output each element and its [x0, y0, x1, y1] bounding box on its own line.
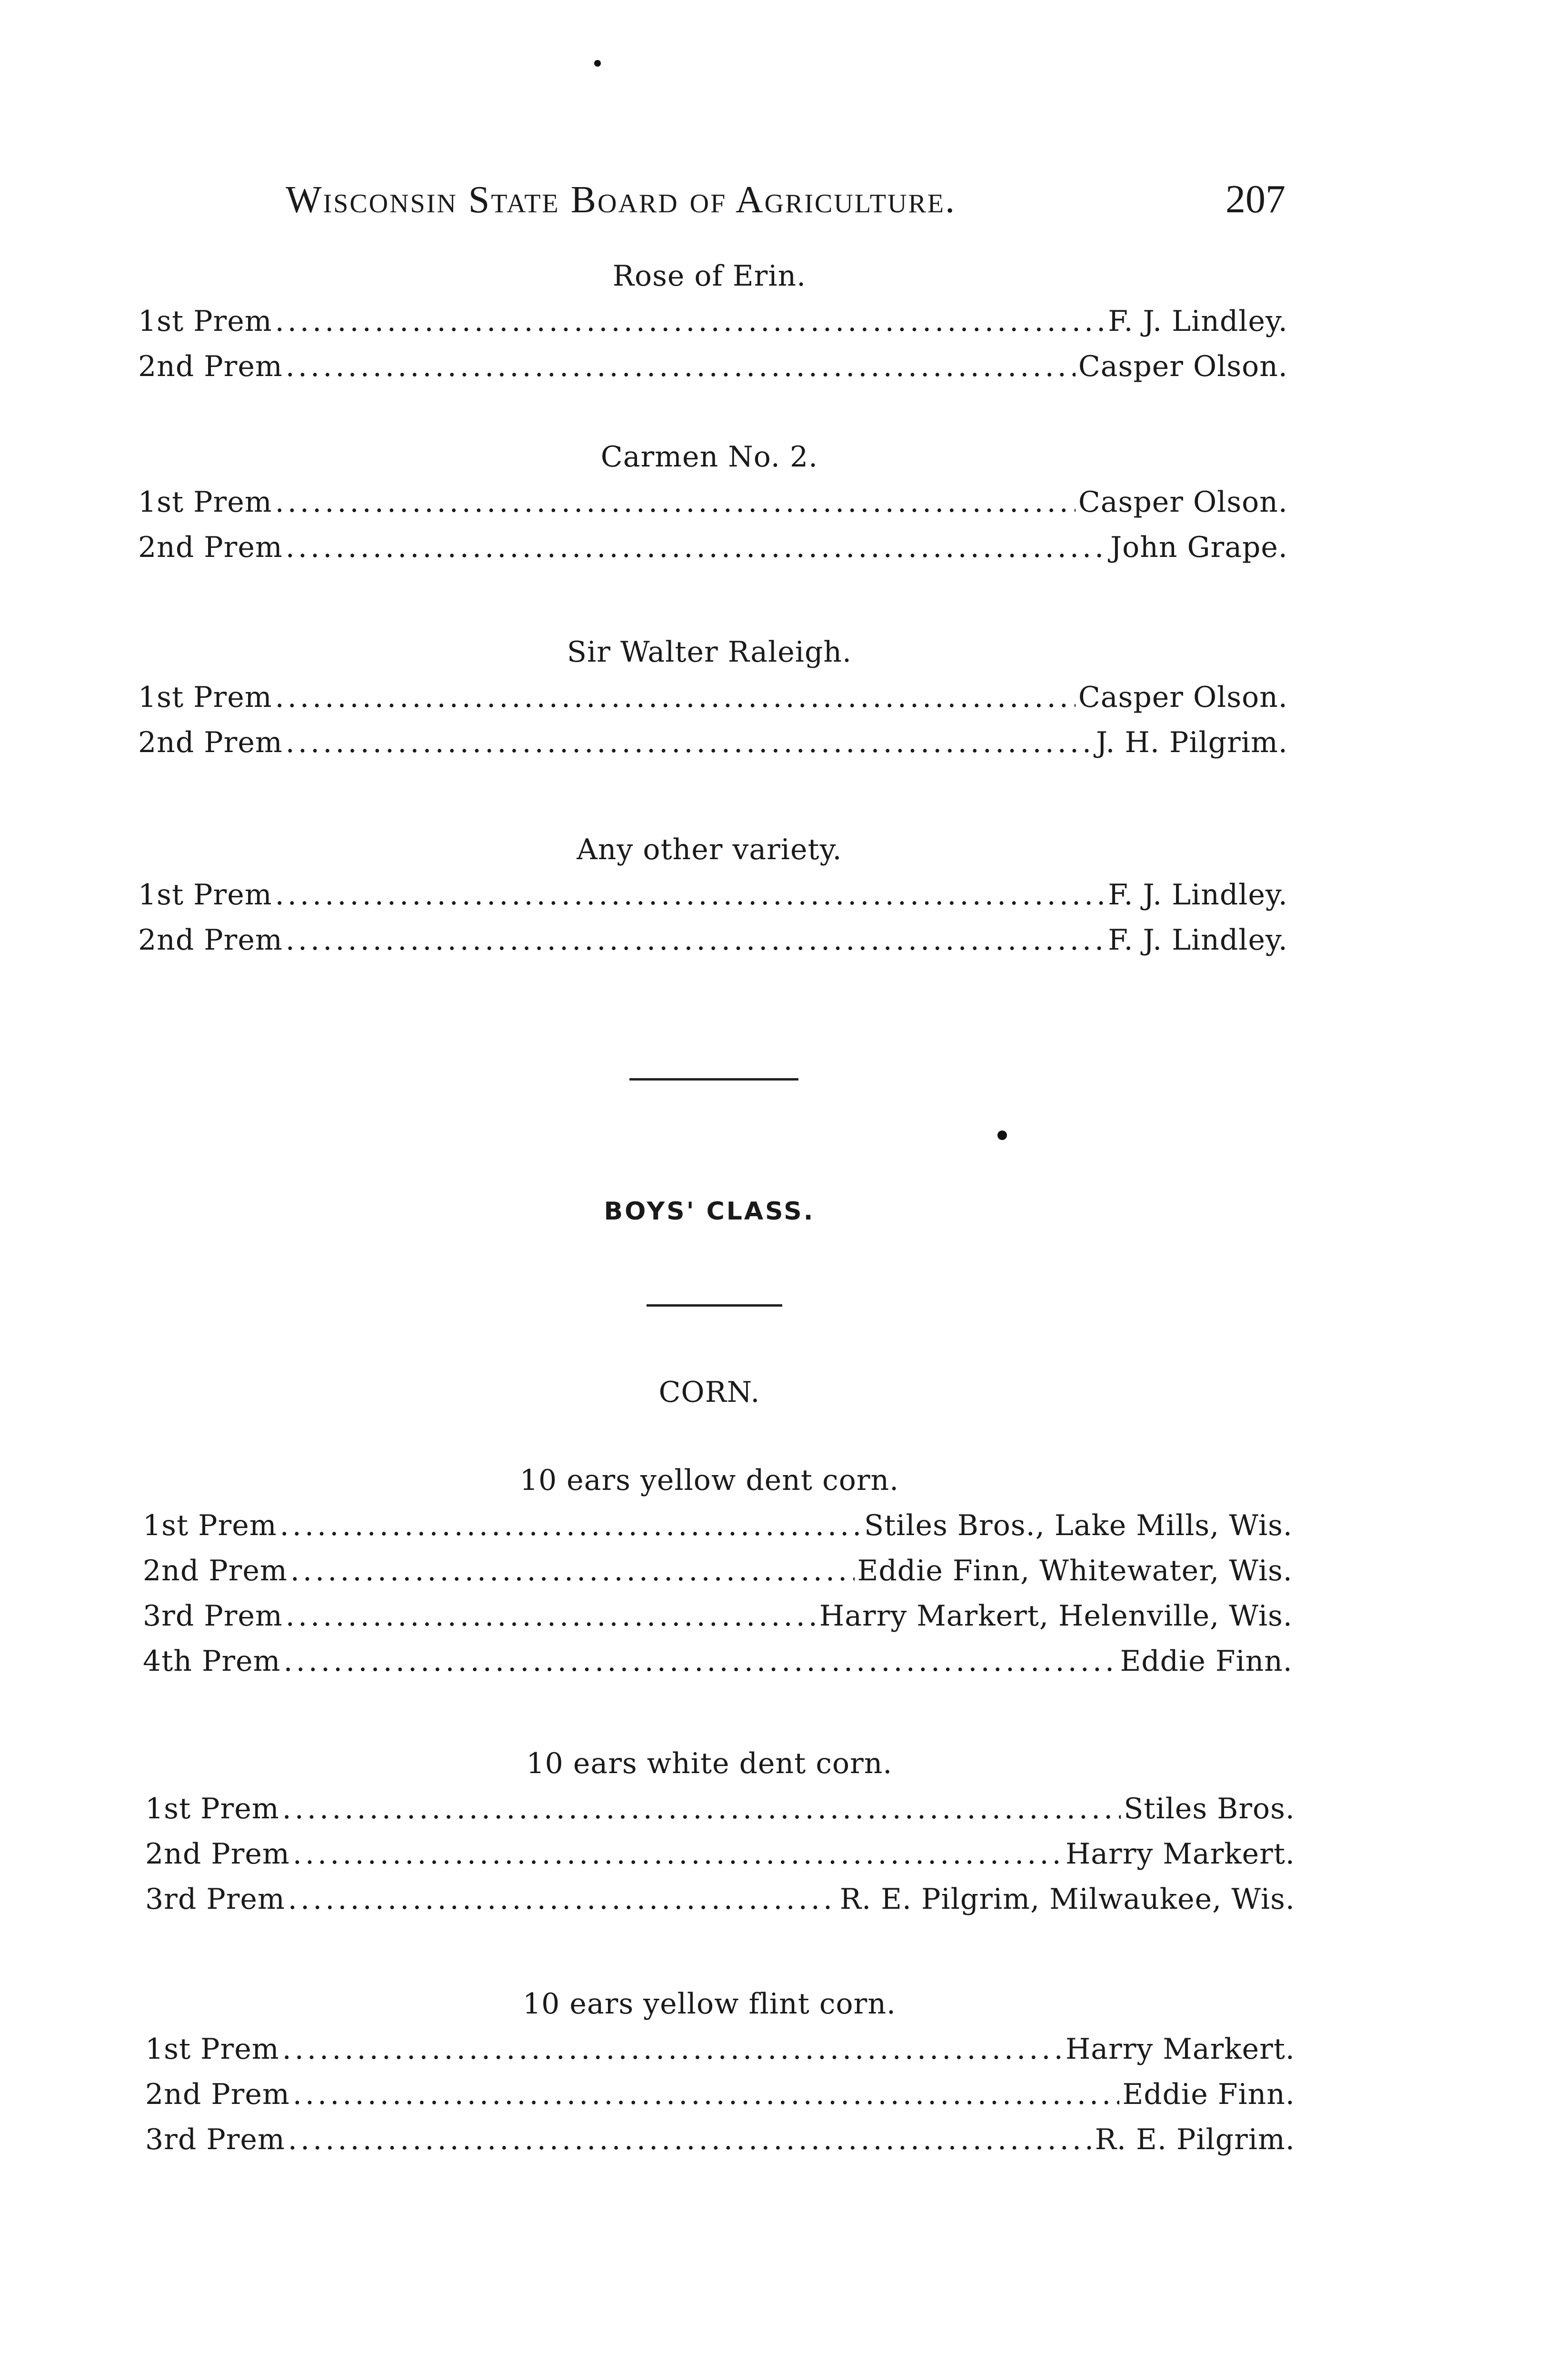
dot-leader	[282, 2033, 1063, 2066]
premium-place: 3rd Prem	[145, 1883, 285, 1916]
premium-winner: F. J. Lindley.	[1108, 878, 1288, 912]
premium-entry	[143, 1645, 1293, 1678]
dot-leader	[293, 2078, 1120, 2111]
premium-place: 2nd Prem	[145, 1837, 290, 1871]
section-title: Sir Walter Raleigh.	[567, 635, 852, 669]
dot-leader	[286, 726, 1093, 759]
dot-leader	[275, 305, 1106, 338]
premium-winner: Casper Olson.	[1078, 681, 1288, 714]
premium-entry	[138, 726, 1288, 759]
dot-leader	[290, 1554, 855, 1587]
premium-winner: F. J. Lindley.	[1108, 923, 1288, 957]
premium-winner: Stiles Bros.	[1124, 1792, 1295, 1825]
premium-entry	[145, 1883, 1295, 1916]
dot-leader	[286, 350, 1076, 383]
premium-place: 1st Prem	[138, 681, 272, 714]
premium-winner: Eddie Finn.	[1122, 2078, 1295, 2111]
section-title: Carmen No. 2.	[600, 440, 818, 474]
class-heading: BOYS' CLASS.	[604, 1197, 815, 1226]
premium-entry	[143, 1509, 1293, 1542]
section-title: Rose of Erin.	[612, 259, 807, 293]
dot-leader	[286, 531, 1107, 564]
premium-winner: Casper Olson.	[1078, 486, 1288, 519]
premium-winner: R. E. Pilgrim.	[1095, 2123, 1295, 2156]
premium-place: 1st Prem	[138, 305, 272, 338]
premium-winner: Stiles Bros., Lake Mills, Wis.	[864, 1509, 1293, 1542]
section-title: 10 ears white dent corn.	[526, 1747, 893, 1780]
dot-leader	[275, 681, 1076, 714]
dot-leader	[286, 1599, 817, 1633]
premium-place: 4th Prem	[143, 1645, 281, 1678]
premium-entry	[143, 1554, 1293, 1587]
premium-winner: Eddie Finn.	[1120, 1645, 1293, 1678]
dot-leader	[280, 1509, 861, 1542]
dot-leader	[283, 1645, 1117, 1678]
section-title: 10 ears yellow flint corn.	[522, 1987, 897, 2021]
premium-winner: John Grape.	[1110, 531, 1288, 564]
dot-leader	[288, 2123, 1092, 2156]
dot-leader	[293, 1837, 1063, 1871]
premium-entry	[138, 350, 1288, 383]
ink-speck	[594, 60, 601, 67]
premium-winner: R. E. Pilgrim, Milwaukee, Wis.	[839, 1883, 1295, 1916]
dot-leader	[282, 1792, 1121, 1825]
premium-entry	[138, 486, 1288, 519]
premium-place: 2nd Prem	[138, 531, 283, 564]
running-header	[286, 176, 1285, 228]
premium-place: 1st Prem	[138, 878, 272, 912]
premium-place: 3rd Prem	[143, 1599, 283, 1633]
premium-entry	[145, 1792, 1295, 1825]
premium-entry	[145, 1837, 1295, 1871]
page-number: 207	[1225, 177, 1285, 221]
premium-entry	[143, 1599, 1293, 1633]
premium-place: 2nd Prem	[138, 923, 283, 957]
premium-place: 2nd Prem	[143, 1554, 288, 1587]
premium-entry	[145, 2123, 1295, 2156]
premium-entry	[138, 305, 1288, 338]
premium-winner: Harry Markert.	[1065, 1837, 1295, 1871]
premium-place: 1st Prem	[138, 486, 272, 519]
section-title: Any other variety.	[577, 833, 842, 866]
premium-entry	[138, 531, 1288, 564]
premium-winner: Harry Markert.	[1065, 2033, 1295, 2066]
subclass-heading: CORN.	[658, 1376, 760, 1409]
premium-winner: Harry Markert, Helenville, Wis.	[819, 1599, 1293, 1633]
premium-place: 2nd Prem	[145, 2078, 290, 2111]
dot-leader	[288, 1883, 837, 1916]
section-divider	[647, 1304, 782, 1307]
premium-entry	[138, 681, 1288, 714]
premium-place: 2nd Prem	[138, 726, 283, 759]
premium-winner: Casper Olson.	[1078, 350, 1288, 383]
section-divider	[629, 1078, 798, 1081]
premium-entry	[145, 2078, 1295, 2111]
dot-leader	[286, 923, 1105, 957]
premium-place: 1st Prem	[145, 1792, 279, 1825]
premium-place: 1st Prem	[145, 2033, 279, 2066]
bullet-mark	[997, 1130, 1007, 1140]
premium-place: 1st Prem	[143, 1509, 277, 1542]
premium-place: 3rd Prem	[145, 2123, 285, 2156]
dot-leader	[275, 486, 1076, 519]
premium-winner: Eddie Finn, Whitewater, Wis.	[857, 1554, 1293, 1587]
premium-winner: J. H. Pilgrim.	[1096, 726, 1288, 759]
premium-winner: F. J. Lindley.	[1108, 305, 1288, 338]
premium-entry	[145, 2033, 1295, 2066]
section-title: 10 ears yellow dent corn.	[519, 1464, 899, 1497]
premium-place: 2nd Prem	[138, 350, 283, 383]
dot-leader	[275, 878, 1106, 912]
running-header-title: Wisconsin State Board of Agriculture.	[286, 179, 956, 221]
premium-entry	[138, 923, 1288, 957]
premium-entry	[138, 878, 1288, 912]
